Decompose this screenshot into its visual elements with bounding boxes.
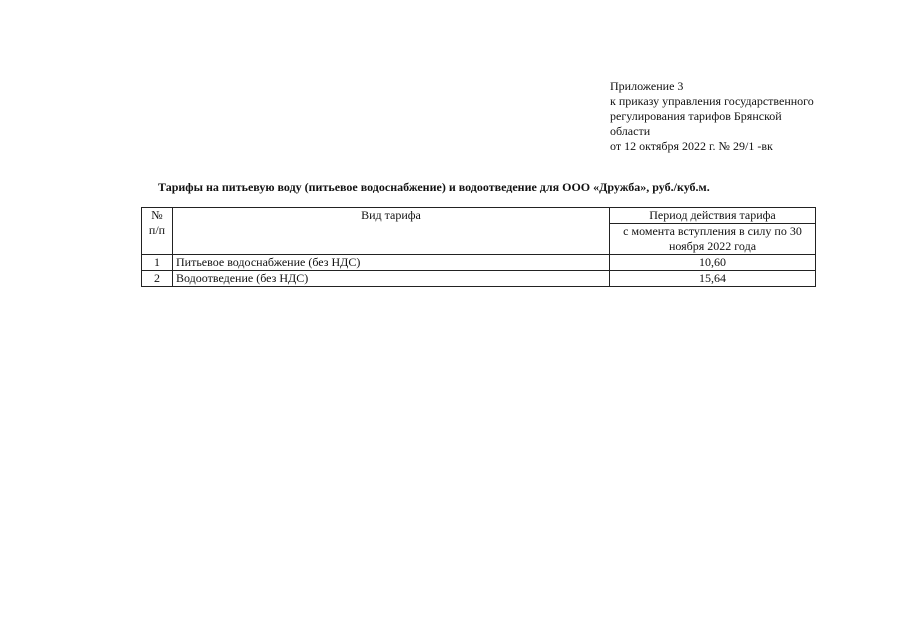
table-header-row <box>142 208 816 255</box>
row-num: 2 <box>142 271 173 287</box>
appendix-line: регулирования тарифов Брянской <box>610 109 782 123</box>
header-period <box>610 208 816 255</box>
header-kind: Вид тарифа <box>173 208 610 255</box>
appendix-block <box>610 79 850 154</box>
appendix-line: от 12 октября 2022 г. № 29/1 -вк <box>610 139 773 153</box>
appendix-line: области <box>610 124 651 138</box>
document-title: Тарифы на питьевую воду (питьевое водоснабжение) и водоотведение для ООО «Дружба», руб./куб.м. <box>158 180 710 194</box>
appendix-line: к приказу управления государственного <box>610 94 814 108</box>
tariff-table <box>141 207 816 287</box>
row-value: 15,64 <box>610 271 816 287</box>
header-num: № п/п <box>142 208 173 255</box>
appendix-line: Приложение 3 <box>610 79 684 93</box>
row-num: 1 <box>142 255 173 271</box>
table-row <box>142 255 816 271</box>
header-period-sub: с момента вступления в силу по 30 ноября 2022 года <box>610 223 815 254</box>
row-kind: Водоотведение (без НДС) <box>173 271 610 287</box>
table-row <box>142 271 816 287</box>
row-value: 10,60 <box>610 255 816 271</box>
header-period-label: Период действия тарифа <box>649 208 776 222</box>
row-kind: Питьевое водоснабжение (без НДС) <box>173 255 610 271</box>
